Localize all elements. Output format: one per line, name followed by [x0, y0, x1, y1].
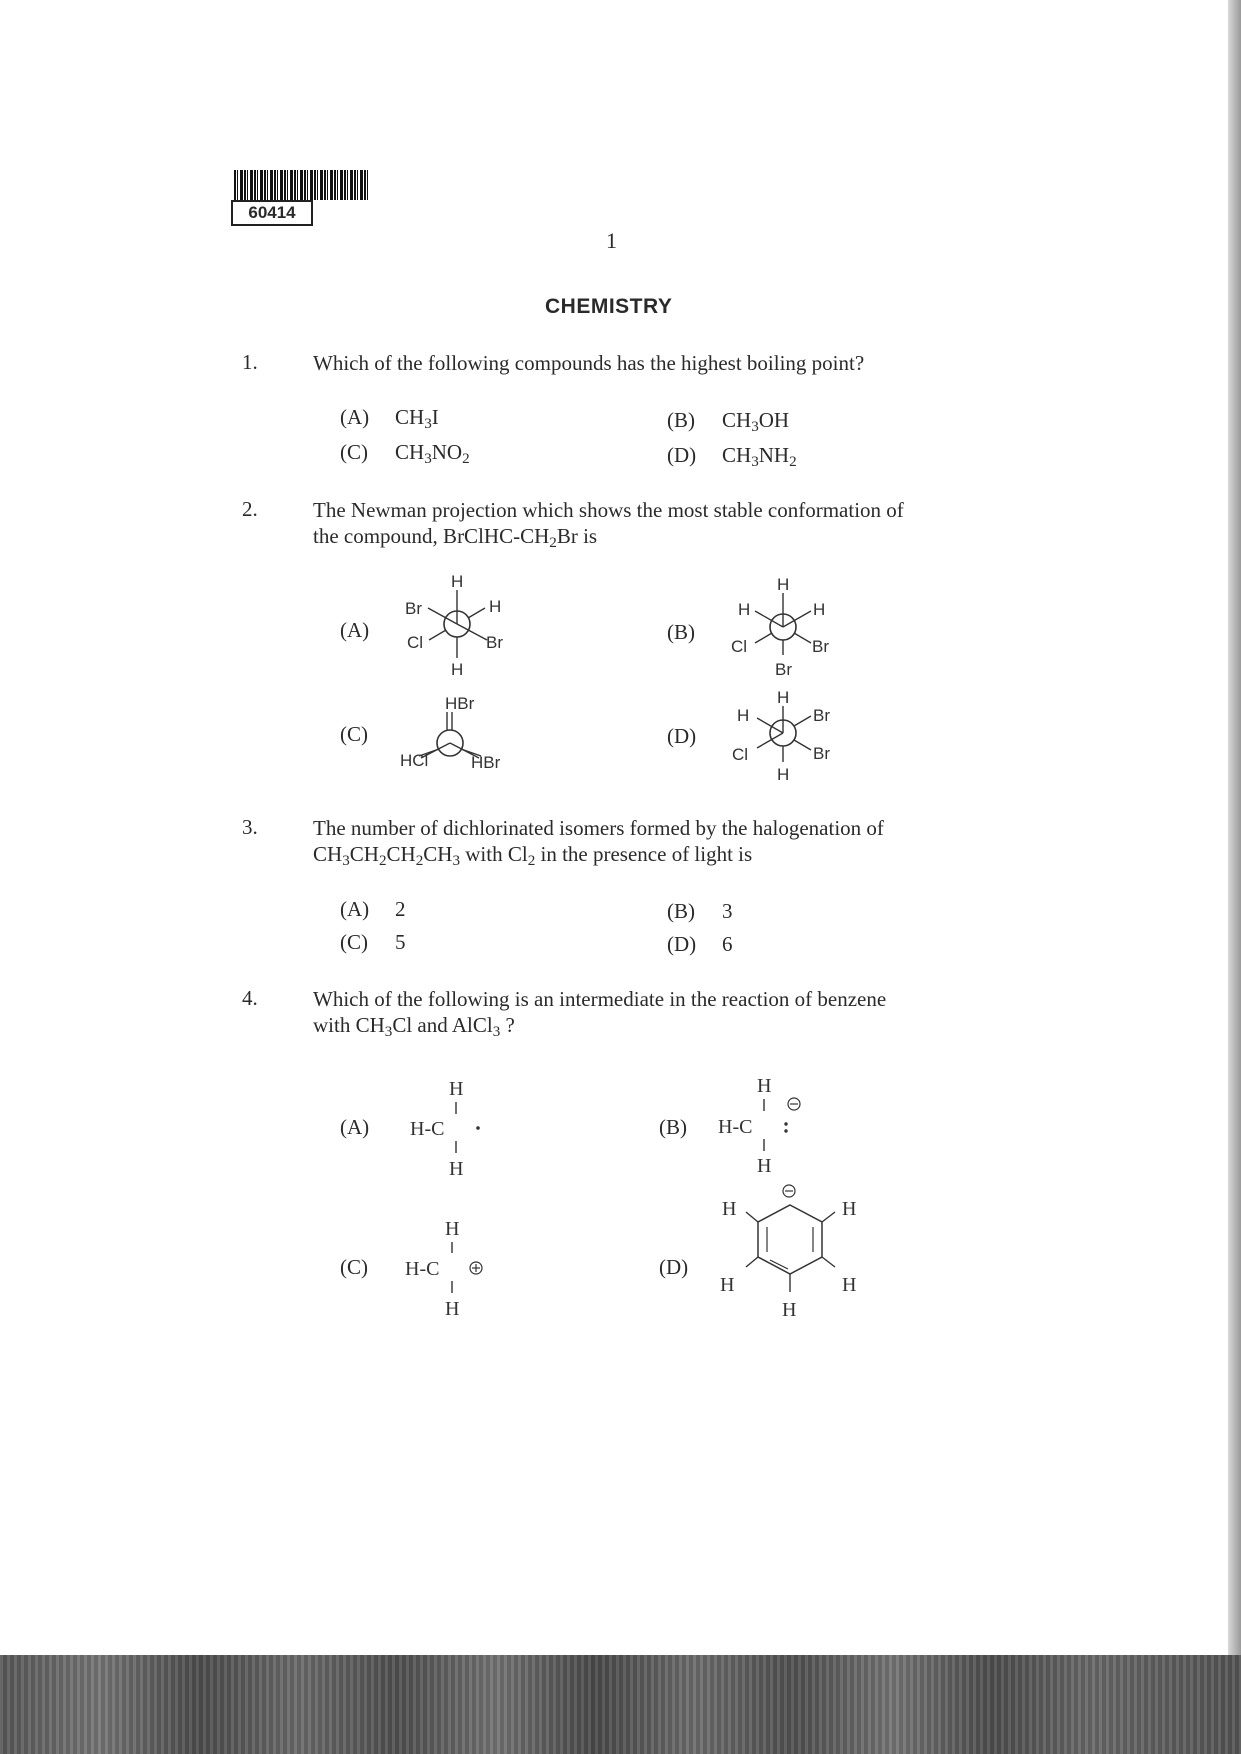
atom-label: H-C	[405, 1258, 440, 1280]
page-number: 1	[606, 228, 617, 253]
option-value: 5	[395, 930, 406, 954]
paper-code: 60414	[231, 200, 313, 226]
question-text: Which of the following is an intermediate in the reaction of benzene with $CH_3Cl$ and AlCl$_3$ ?	[313, 987, 887, 1040]
option-value: 6	[722, 932, 733, 956]
atom-label: H	[813, 600, 826, 619]
option-b	[667, 899, 733, 924]
option-c: (C)	[340, 722, 368, 746]
option-c: (C) $CH_3NO_2$	[340, 440, 470, 467]
question-number: 1.	[242, 350, 258, 374]
question-text: Which of the following compounds has the highest boiling point?	[313, 351, 865, 375]
atom-label: Br	[813, 706, 830, 725]
atom-label: H-C	[718, 1116, 753, 1138]
atom-label: H	[445, 1218, 460, 1240]
option-a: (A)	[340, 618, 370, 642]
question-text: The number of dichlorinated isomers formed by the halogenation of $CH_3CH_2CH_2CH_3$ with $Cl_2$ in the presence of light is	[313, 816, 884, 869]
atom-label: H	[720, 1274, 735, 1296]
option-a: (A) $CH_3I$	[340, 405, 439, 432]
question-number: 3.	[242, 815, 258, 839]
option-label: (A)	[340, 897, 370, 921]
atom-label: HBr	[471, 753, 501, 772]
atom-label: H	[757, 1155, 772, 1177]
option-b: (B)	[659, 1115, 687, 1139]
atom-label: H	[738, 600, 751, 619]
option-a	[340, 897, 406, 922]
atom-label: H	[842, 1274, 857, 1296]
atom-label: Br	[775, 660, 792, 679]
radical-dot	[476, 1126, 480, 1130]
structure-ring	[710, 1180, 875, 1340]
subject-title: CHEMISTRY	[545, 295, 673, 318]
option-value: 2	[395, 897, 406, 921]
newman-projection-c	[395, 690, 530, 785]
atom-label: H-C	[410, 1118, 445, 1140]
atom-label: Br	[405, 599, 422, 618]
atom-label: H	[842, 1198, 857, 1220]
barcode	[234, 170, 368, 200]
atom-label: HCl	[400, 751, 429, 770]
scan-edge	[1228, 0, 1241, 1655]
option-c	[340, 930, 406, 955]
atom-label: Br	[812, 637, 829, 656]
option-d: (D)	[667, 724, 697, 748]
atom-label: HBr	[445, 694, 475, 713]
question-number: 4.	[242, 986, 258, 1010]
atom-label: H	[722, 1198, 737, 1220]
atom-label: H	[777, 688, 790, 707]
atom-label: H	[451, 572, 464, 591]
atom-label: Br	[813, 744, 830, 763]
atom-label: H	[451, 660, 464, 677]
atom-label: H	[777, 765, 790, 784]
atom-label: H	[489, 597, 502, 616]
option-d	[667, 932, 733, 957]
option-label: (B)	[667, 899, 695, 923]
question-text: The Newman projection which shows the most stable conformation of the compound, BrClHC-$CH_2Br$ is	[313, 498, 904, 551]
newman-projection-d	[725, 688, 860, 788]
newman-projection-b	[725, 575, 860, 680]
option-label: (D)	[667, 932, 697, 956]
question-number: 2.	[242, 497, 258, 521]
atom-label: Cl	[407, 633, 424, 652]
option-label: (B)	[667, 408, 695, 432]
atom-label: H	[449, 1158, 464, 1180]
option-label: (D)	[667, 443, 697, 467]
atom-label: H	[777, 575, 790, 594]
option-b: (B) $CH_3OH$	[667, 408, 790, 435]
atom-label: H	[449, 1078, 464, 1100]
atom-label: H	[737, 706, 750, 725]
option-d: (D) $CH_3NH_2$	[667, 443, 797, 470]
structure-methyl-anion	[715, 1072, 825, 1184]
option-value: 3	[722, 899, 733, 923]
option-a: (A)	[340, 1115, 370, 1139]
newman-projection-a	[395, 572, 530, 677]
option-d: (D)	[659, 1255, 689, 1279]
option-label: (A)	[340, 405, 370, 429]
structure-methyl-radical	[405, 1075, 505, 1185]
option-label: (C)	[340, 440, 368, 464]
atom-label: Cl	[732, 745, 749, 764]
atom-label: H	[757, 1075, 772, 1097]
option-label: (C)	[340, 930, 368, 954]
atom-label: H	[445, 1298, 460, 1320]
option-b: (B)	[667, 620, 695, 644]
atom-label: Cl	[731, 637, 748, 656]
atom-label: Br	[486, 633, 503, 652]
scan-bottom-band	[0, 1655, 1241, 1754]
structure-methyl-cation	[400, 1215, 500, 1327]
atom-label: H	[782, 1299, 797, 1321]
option-c: (C)	[340, 1255, 368, 1279]
